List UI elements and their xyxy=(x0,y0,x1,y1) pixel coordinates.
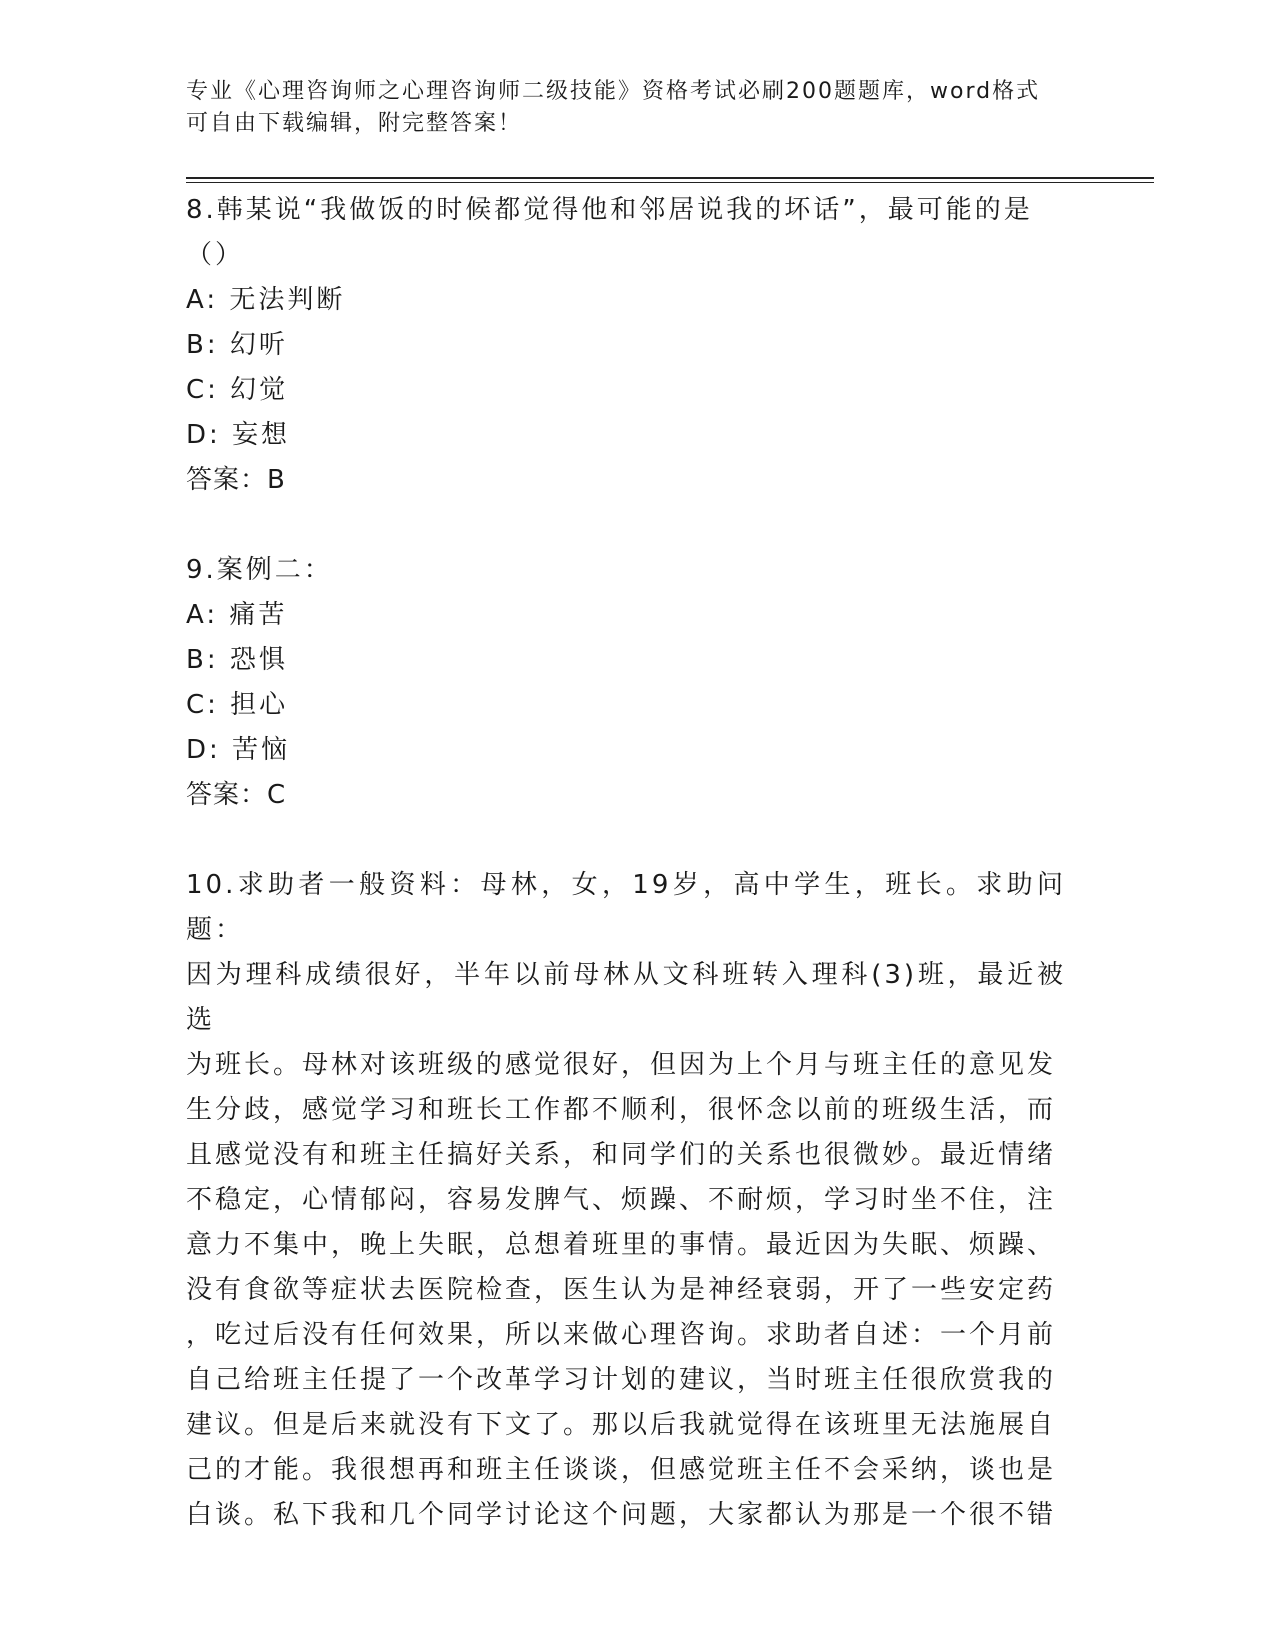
question-text-cont: （） xyxy=(186,240,245,270)
paragraph-line: 己的才能。我很想再和班主任谈谈，但感觉班主任不会采纳，谈也是 xyxy=(186,1455,1057,1485)
question-10 xyxy=(186,863,1066,1538)
header-rule-thick xyxy=(186,177,1154,179)
document-body xyxy=(186,188,1066,1538)
paragraph-line: 生分歧，感觉学习和班长工作都不顺利，很怀念以前的班级生活，而 xyxy=(186,1095,1057,1125)
spacer xyxy=(186,818,1066,863)
answer: 答案：B xyxy=(186,465,286,495)
option-a: A: 无法判断 xyxy=(186,285,346,315)
option-a: A: 痛苦 xyxy=(186,600,288,630)
header-line-2: 可自由下载编辑，附完整答案！ xyxy=(186,111,523,136)
question-8 xyxy=(186,188,1066,503)
answer: 答案：C xyxy=(186,780,287,810)
paragraph-line: 意力不集中，晚上失眠，总想着班里的事情。最近因为失眠、烦躁、 xyxy=(186,1230,1057,1260)
paragraph-line: 因为理科成绩很好，半年以前母林从文科班转入理科(3)班，最近被选 xyxy=(186,960,1066,1035)
question-text: 8.韩某说“我做饭的时候都觉得他和邻居说我的坏话”，最可能的是 xyxy=(186,195,1033,225)
paragraph-line: 建议。但是后来就没有下文了。那以后我就觉得在该班里无法施展自 xyxy=(186,1410,1057,1440)
option-d: D: 苦恼 xyxy=(186,735,291,765)
paragraph-line: 自己给班主任提了一个改革学习计划的建议，当时班主任很欣赏我的 xyxy=(186,1365,1057,1395)
question-text: 9.案例二： xyxy=(186,555,333,585)
header-line-1: 专业《心理咨询师之心理咨询师二级技能》资格考试必刷200题题库，word格式 xyxy=(186,79,1041,104)
paragraph-line: 为班长。母林对该班级的感觉很好，但因为上个月与班主任的意见发 xyxy=(186,1050,1057,1080)
paragraph-line: ，吃过后没有任何效果，所以来做心理咨询。求助者自述：一个月前 xyxy=(186,1320,1057,1350)
document-header xyxy=(186,76,1086,140)
option-c: C: 幻觉 xyxy=(186,375,289,405)
option-b: B: 幻听 xyxy=(186,330,288,360)
paragraph-line: 没有食欲等症状去医院检查，医生认为是神经衰弱，开了一些安定药 xyxy=(186,1275,1057,1305)
option-b: B: 恐惧 xyxy=(186,645,288,675)
question-9 xyxy=(186,548,1066,818)
paragraph-line: 不稳定，心情郁闷，容易发脾气、烦躁、不耐烦，学习时坐不住，注 xyxy=(186,1185,1057,1215)
paragraph-line: 且感觉没有和班主任搞好关系，和同学们的关系也很微妙。最近情绪 xyxy=(186,1140,1057,1170)
header-rule-thin xyxy=(186,182,1154,183)
spacer xyxy=(186,503,1066,548)
option-c: C: 担心 xyxy=(186,690,289,720)
paragraph-line: 10.求助者一般资料：母林，女，19岁，高中学生，班长。求助问题： xyxy=(186,870,1066,945)
option-d: D: 妄想 xyxy=(186,420,291,450)
paragraph-line: 白谈。私下我和几个同学讨论这个问题，大家都认为那是一个很不错 xyxy=(186,1500,1057,1530)
